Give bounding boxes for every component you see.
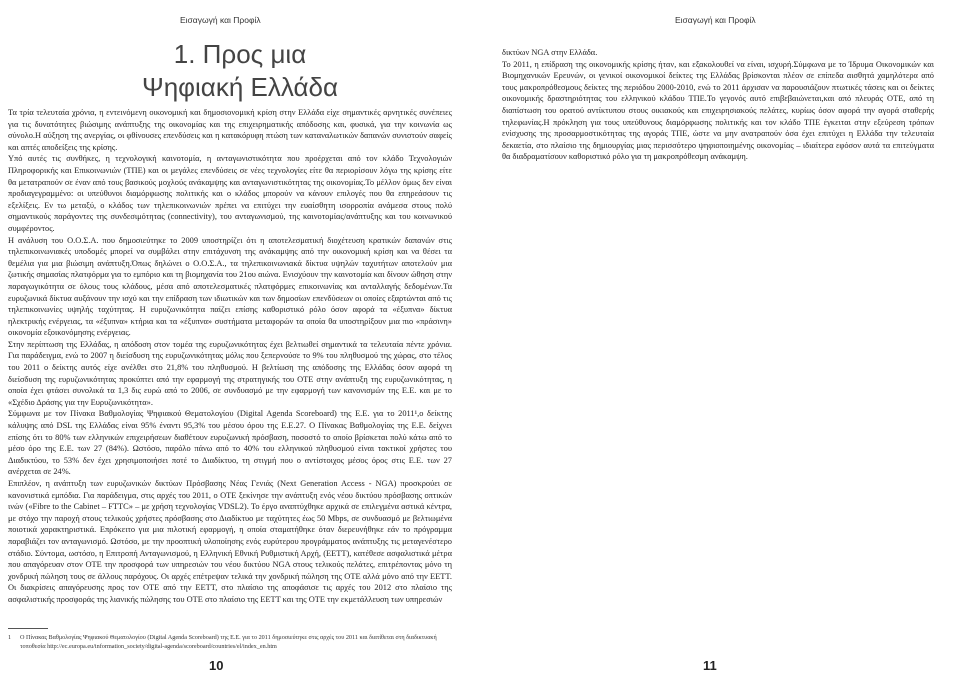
running-head-right: Εισαγωγή και Προφίλ [675, 15, 756, 25]
paragraph: Σύμφωνα με τον Πίνακα Βαθμολογίας Ψηφιακού Θεματολογίου (Digital Agenda Scoreboard) της Ε.Ε. για το 2011¹,ο δείκτης κάλυψης από DSL της Ελλάδας είναι 95% έναντι 95,3% του μέσου όρου της Ε.Ε.27. Ο Πίνακας Βαθμολογίας της Ε.Ε. δείχνει επίσης ότι το 80% των ελληνικών επιχειρήσεων διαθέτουν ευρυζωνική πρόσβαση, ποσοστό το οποίο βρίσκεται πολύ κάτω από το μέσο όρο της Ε.Ε. των 27 (84%). Ωστόσο, παρόλο πάνω από το 40% του ελληνικού πληθυσμού είναι τακτικοί χρήστες του Διαδικτύου, το 53% δεν έχει χρησιμοποιήσει ποτέ το Διαδίκτυο, τη στιγμή που ο αντίστοιχος μέσος όρος στις Ε.Ε. των 27 ανέρχεται σε 24%. [8, 409, 452, 477]
page-number-right: 11 [703, 658, 717, 673]
running-head-left: Εισαγωγή και Προφίλ [180, 15, 261, 25]
footnote-divider [8, 628, 48, 629]
right-page [480, 0, 959, 700]
chapter-title-line-2: Ψηφιακή Ελλάδα [141, 72, 338, 102]
right-body-text [502, 47, 934, 163]
chapter-title [0, 38, 480, 104]
page-number-left: 10 [209, 658, 224, 673]
chapter-title-line-1: 1. Προς μια [173, 39, 307, 69]
paragraph: Επιπλέον, η ανάπτυξη των ευρυζωνικών δικτύων Πρόσβασης Νέας Γενιάς (Next Generation Access - NGA) προσκρούει σε κανονιστικά εμπόδια. Για παράδειγμα, στις αρχές του 2011, ο ΟΤΕ ξεκίνησε την ανάπτυξη ενός νέου δικτύου πρόσβασης οπτικών ινών («Fibre to the Cabinet – FTTC» – με χρήση τεχνολογίας VDSL2). Το έργο αναπτύχθηκε αρχικά σε επιλεγμένα αστικά κέντρα, με στόχο την παροχή στους τελικούς χρήστες πρόσβασης στο Διαδίκτυο με ταχύτητες έως 50 Mbps, σε συνδυασμό με βελτιωμένα ποιοτικά χαρακτηριστικά. Επρόκειτο για μια πιλοτική εφαρμογή, η οποία σταματήθηκε όταν διερευνήθηκε εάν το πρόγραμμα παραβιάζει τον ανταγωνισμό. Ωστόσο, με την προοπτική υλοποίησης ενός ευρύτερου προγράμματος ανάπτυξης τις μεταγενέστερο στάδιο. Σύντομα, ωστόσο, η Επιτροπή Ανταγωνισμού, η Ελληνική Εθνική Ρυθμιστική Αρχή, (ΕΕΤΤ), κατέθεσε ασφαλιστικά μέτρα που απαγόρευαν στον ΟΤΕ την προσφορά των υπηρεσιών του νέου δικτύου NGA στους τελικούς πελάτες, επιτρέποντας μόνο τη χονδρική πώληση τους σε άλλους παρόχους. Οι αρχές επέτρεψαν τελικά την χονδρική πώληση της ΟΤΕ αλλά μόνο από την ΕΕΤΤ. Οι διακρίσεις απαγόρευσης προς τον ΟΤΕ από την ΕΕΤΤ, στο πλαίσιο της αποφάσισε τις αρχές του 2012 στο πλαίσιο της ασφαλιστικής προσφοράς της λιανικής πώλησης του ΟΤΕ στο πλαίσιο της ΕΕΤΤ και της ΟΤΕ την εκμετάλλευση των υπηρεσιών [8, 479, 452, 604]
paragraph: Τα τρία τελευταία χρόνια, η εντεινόμενη οικονομική και δημοσιονομική κρίση στην Ελλάδα είχε σημαντικές αρνητικές συνέπειες για τις δυνατότητες βιώσιμης ανάπτυξης της οικονομίας και της επιχειρηματικής απόδοσης και, φυσικά, για την κοινωνία ως σύνολο.Η αύξηση της ανεργίας, οι φθίνουσες επενδύσεις και η κατακόρυφη πτώση των καταναλωτικών δαπανών συνιστούν σαφείς και απτές αποδείξεις της κρίσης. [8, 108, 452, 152]
paragraph: Η ανάλυση του Ο.Ο.Σ.Α. που δημοσιεύτηκε το 2009 υποστηρίζει ότι η αποτελεσματική διοχέτευση κρατικών δαπανών στις τηλεπικοινωνιακές υποδομές μπορεί να συμβάλει στην επιτάχυνση της ανάκαμψης από την οικονομική κρίση και να θέσει τα θεμέλια για μια βιώσιμη ανάπτυξη.Όπως δηλώνει ο Ο.Ο.Σ.Α., τα τηλεπικοινωνιακά δίκτυα υψηλών ταχυτήτων αποτελούν μια ζωτικής σημασίας πλατφόρμα για το εμπόριο και τη βιομηχανία του 21ου αιώνα. Ενισχύουν την καινοτομία και δίνουν ώθηση στην παραγωγικότητα σε όλους τους κλάδους, μέσα από αποτελεσματικές πλατφόρμες επικοινωνίας και ανταλλαγής δεδομένων.Τα ευρυζωνικά δίκτυα αυξάνουν την ισχύ και την επίδραση των ιδιωτικών και των δημοσίων επενδύσεων οι οποίες εξαρτώνται από τις τηλεπικοινωνίες υψηλής ταχύτητας. Η ευρυζωνικότητα παίζει επίσης καθοριστικό ρόλο όσον αφορά τα «έξυπνα» δίκτυα ηλεκτρικής ενέργειας, τα «έξυπνα» κτήρια και τα «έξυπνα» συστήματα μεταφορών τα οποία θα υποστηρίξουν μια πιο «πράσινη» οικονομία εξοικονόμησης ενέργειας. [8, 235, 452, 338]
left-body-text [8, 107, 452, 606]
paragraph: Το 2011, η επίδραση της οικονομικής κρίσης ήταν, και εξακολουθεί να είναι, ισχυρή.Σύμφωνα με το Ίδρυμα Οικονομικών και Βιομηχανικών Ερευνών, οι γενικοί οικονομικοί δείκτες της Ελλάδας βρίσκονται πλέον σε επίπεδα αισθητά χαμηλότερα από τους μακροπρόθεσμους δείκτες της περιόδου 2000-2010, ενώ το 2011 άρχισαν να παρουσιάζουν πτωτικές τάσεις και οι δείκτες οικονομικής δραστηριότητας του ελληνικού κλάδου ΤΠΕ.Το γεγονός αυτό επιβεβαιώνεται,και από πλευράς ΟΤΕ, από τη διαπίστωση του ορατού αντίκτυπου στους οικιακούς και επιχειρησιακούς πελάτες, κυρίως όσον αφορά την αγορά σταθερής τηλεφωνίας.Η πρόκληση για τους υπεύθυνους διαμόρφωσης πολιτικής και τον κλάδο ΤΠΕ έγκειται στην εξεύρεση τρόπων ενίσχυσης της προσαρμοστικότητας της αγοράς ΤΠΕ, ώστε να μην ανατραπούν όσα έχει επιτύχει η Ελλάδα την τελευταία δεκαετία, στο πλαίσιο της δημιουργίας μιας περισσότερο ψηφιοποιημένης οικονομίας – ιδιαίτερα εφόσον αυτά τα επιτεύγματα θα διαδραματίσουν καθοριστικό ρόλο για τη μακροπρόθεσμη ανάκαμψη. [502, 59, 934, 162]
footnote [8, 633, 452, 651]
footnote-marker: 1 [8, 634, 12, 641]
paragraph: Στην περίπτωση της Ελλάδας, η απόδοση στον τομέα της ευρυζωνικότητας έχει βελτιωθεί σημαντικά τα τελευταία πέντε χρόνια. Για παράδειγμα, ενώ το 2007 η διείσδυση της ευρυζωνικότητας μόλις που ξεπερνούσε το 9% του πληθυσμού της χώρας, στο τέλος του 2011 ο δείκτης αυτός είχε ανέλθει στο 21,8% του πληθυσμού. Η βελτίωση της απόδοσης της Ελλάδας όσον αφορά τη διείσδυση της ευρυζωνικότητας προκύπτει από την εφαρμογή της στρατηγικής του ΟΤΕ στην ανάπτυξη της ευρυζωνικότητας, η οποία έχει φτάσει συνολικά τα 1,3 δις ευρώ από το 2006, σε συνδυασμό με την εφαρμογή των κανονισμών της Ε.Ε. και με το «Σχέδιο Δράσης για την Ευρυζωνικότητα». [8, 339, 452, 407]
paragraph: Υπό αυτές τις συνθήκες, η τεχνολογική καινοτομία, η ανταγωνιστικότητα που προέρχεται από τον κλάδο Τεχνολογιών Πληροφορικής και Επικοινωνιών (ΤΠΕ) και οι μεγάλες επενδύσεις σε νέες τεχνολογίες είτε θα περιορίσουν λόγω της κρίσης είτε θα μετατραπούν σε έναν από τους βασικούς μοχλούς ανάκαμψης και ανταγωνιστικότητας της οικονομίας.Το μέλλον όμως δεν είναι προδιαγεγραμμένο: οι υπεύθυνοι διαμόρφωσης πολιτικής και ο κλάδος μπορούν να κάνουν επιλογές που θα επηρεάσουν τις εξελίξεις. Εν τω μεταξύ, ο κλάδος των τηλεπικοινωνιών πρέπει να επιτύχει την ευαίσθητη ισορροπία ανάμεσα στους πολύ σημαντικούς παράγοντες της συνδεσιμότητας (connectivity), του ανταγωνισμού, της καινοτομίας/ανάπτυξης και του κοινωνικού συμφέροντος. [8, 154, 452, 233]
footnote-text: Ο Πίνακας Βαθμολογίας Ψηφιακού Θεματολογίου (Digital Agenda Scoreboard) της Ε.Ε. για το 2011 δημοσιεύτηκε στις αρχές του 2011 και διατίθεται στη διαδικτυακή τοποθεσία http://ec.europa.eu/information_society/digital-agenda/scoreboard/countries/el/index_en.htm [20, 634, 437, 650]
paragraph: δικτύων NGA στην Ελλάδα. [502, 48, 598, 57]
